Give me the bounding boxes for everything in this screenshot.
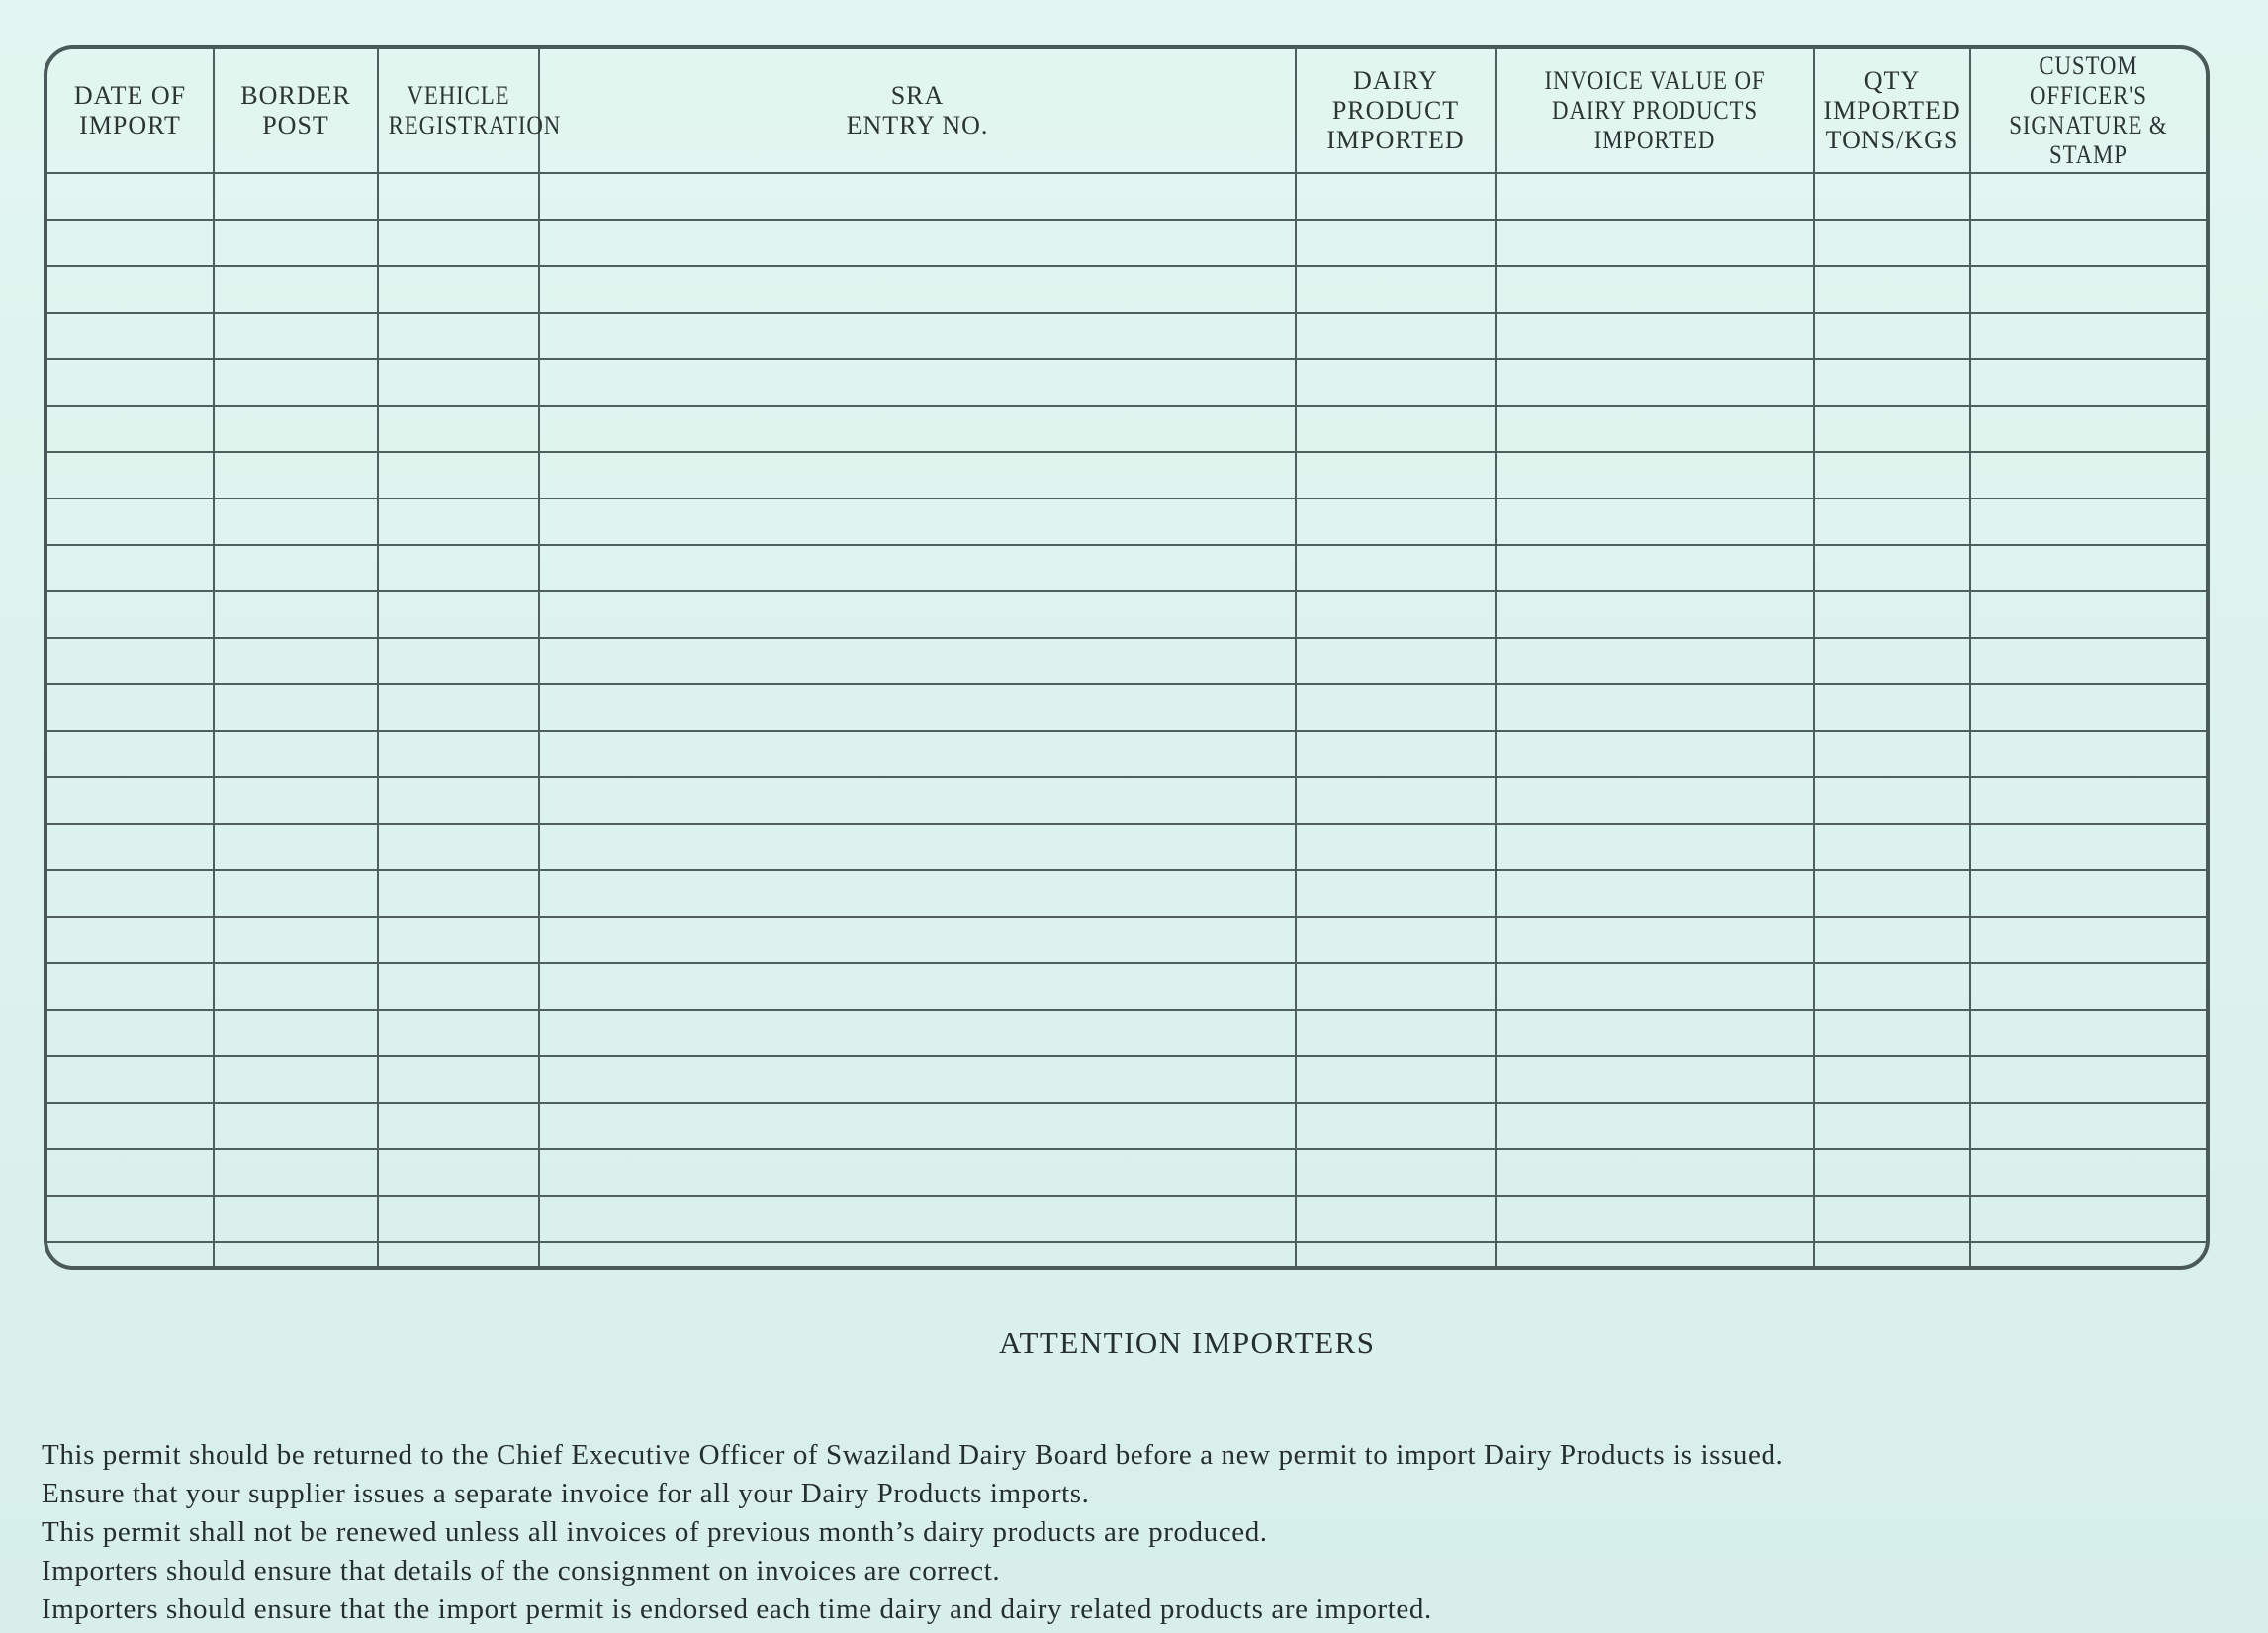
table-cell[interactable]: [539, 1056, 1296, 1103]
table-cell[interactable]: [539, 917, 1296, 963]
table-cell[interactable]: [1814, 266, 1970, 313]
table-cell[interactable]: [378, 638, 539, 684]
table-cell[interactable]: [214, 1056, 378, 1103]
import-record-table: [47, 49, 2206, 1266]
table-cell[interactable]: [1814, 452, 1970, 499]
notice-line: This permit shall not be renewed unless all invoices of previous month’s dairy products are produced.: [42, 1516, 1268, 1548]
table-cell[interactable]: [539, 499, 1296, 545]
table-cell[interactable]: [47, 220, 214, 266]
table-cell[interactable]: [214, 917, 378, 963]
table-cell[interactable]: [378, 1010, 539, 1056]
table-cell[interactable]: [539, 684, 1296, 731]
table-cell[interactable]: [539, 591, 1296, 638]
table-cell[interactable]: [1296, 824, 1496, 870]
table-cell[interactable]: [47, 638, 214, 684]
table-row: [47, 1196, 2206, 1242]
table-cell[interactable]: [214, 824, 378, 870]
table-cell[interactable]: [1970, 1149, 2206, 1196]
table-row: [47, 545, 2206, 591]
table-cell[interactable]: [539, 963, 1296, 1010]
table-cell[interactable]: [539, 1196, 1296, 1242]
table-cell[interactable]: [1970, 684, 2206, 731]
table-cell[interactable]: [539, 266, 1296, 313]
table-cell[interactable]: [1814, 1010, 1970, 1056]
table-cell[interactable]: [214, 452, 378, 499]
table-cell[interactable]: [1970, 266, 2206, 313]
table-row: [47, 452, 2206, 499]
table-row: [47, 406, 2206, 452]
table-row: [47, 1242, 2206, 1266]
table-cell[interactable]: [1496, 777, 1814, 824]
table-cell[interactable]: [47, 545, 214, 591]
table-cell[interactable]: [1814, 220, 1970, 266]
table-row: [47, 684, 2206, 731]
table-row: [47, 359, 2206, 406]
notice-line: Importers should ensure that details of the consignment on invoices are correct.: [42, 1555, 1001, 1587]
table-cell[interactable]: [47, 1056, 214, 1103]
table-cell[interactable]: [378, 591, 539, 638]
table-cell[interactable]: [47, 359, 214, 406]
table-cell[interactable]: [214, 1149, 378, 1196]
table-cell[interactable]: [1814, 359, 1970, 406]
table-cell[interactable]: [1970, 220, 2206, 266]
table-row: [47, 499, 2206, 545]
table-cell[interactable]: [1496, 452, 1814, 499]
table-row: [47, 1056, 2206, 1103]
table-cell[interactable]: [214, 266, 378, 313]
table-cell[interactable]: [1814, 591, 1970, 638]
table-cell[interactable]: [1296, 545, 1496, 591]
table-cell[interactable]: [378, 684, 539, 731]
table-cell[interactable]: [378, 1103, 539, 1149]
table-cell[interactable]: [47, 963, 214, 1010]
table-cell[interactable]: [1296, 359, 1496, 406]
table-cell[interactable]: [47, 266, 214, 313]
column-header-qty-imported: QTY IMPORTED TONS/KGS: [1814, 49, 1970, 173]
notice-title: ATTENTION IMPORTERS: [999, 1325, 1376, 1360]
table-cell[interactable]: [47, 731, 214, 777]
table-body: [47, 173, 2206, 1266]
table-cell[interactable]: [214, 1242, 378, 1266]
table-cell[interactable]: [378, 499, 539, 545]
table-cell[interactable]: [539, 777, 1296, 824]
table-cell[interactable]: [1970, 173, 2206, 220]
table-cell[interactable]: [1814, 313, 1970, 359]
table-cell[interactable]: [1970, 731, 2206, 777]
table-row: [47, 870, 2206, 917]
table-cell[interactable]: [1296, 1196, 1496, 1242]
table-cell[interactable]: [378, 777, 539, 824]
table-cell[interactable]: [1814, 963, 1970, 1010]
column-header-dairy-product-imported: DAIRY PRODUCT IMPORTED: [1296, 49, 1496, 173]
table-cell[interactable]: [378, 266, 539, 313]
table-cell[interactable]: [1496, 1149, 1814, 1196]
table-cell[interactable]: [1814, 1056, 1970, 1103]
column-header-custom-officer-signature: CUSTOM OFFICER'S SIGNATURE & STAMP: [1984, 49, 2191, 173]
table-cell[interactable]: [378, 1242, 539, 1266]
table-cell[interactable]: [1814, 638, 1970, 684]
table-cell[interactable]: [1970, 963, 2206, 1010]
table-cell[interactable]: [1970, 638, 2206, 684]
table-cell[interactable]: [47, 684, 214, 731]
table-cell[interactable]: [47, 917, 214, 963]
column-header-border-post: BORDER POST: [214, 49, 378, 173]
table-cell[interactable]: [47, 1196, 214, 1242]
table-cell[interactable]: [1970, 1103, 2206, 1149]
table-cell[interactable]: [47, 173, 214, 220]
table-cell[interactable]: [1970, 1242, 2206, 1266]
table-cell[interactable]: [214, 684, 378, 731]
table-cell[interactable]: [1970, 499, 2206, 545]
table-cell[interactable]: [1970, 1056, 2206, 1103]
table-cell[interactable]: [1970, 777, 2206, 824]
table-cell[interactable]: [47, 499, 214, 545]
table-cell[interactable]: [214, 406, 378, 452]
table-cell[interactable]: [1970, 870, 2206, 917]
table-cell[interactable]: [1496, 406, 1814, 452]
table-cell[interactable]: [1296, 1103, 1496, 1149]
table-cell[interactable]: [378, 824, 539, 870]
table-cell[interactable]: [214, 731, 378, 777]
table-cell[interactable]: [47, 1103, 214, 1149]
table-cell[interactable]: [1970, 359, 2206, 406]
table-cell[interactable]: [378, 545, 539, 591]
table-cell[interactable]: [539, 824, 1296, 870]
table-cell[interactable]: [1296, 684, 1496, 731]
table-cell[interactable]: [47, 591, 214, 638]
table-cell[interactable]: [1496, 266, 1814, 313]
table-cell[interactable]: [539, 220, 1296, 266]
table-cell[interactable]: [1970, 1196, 2206, 1242]
table-cell[interactable]: [1496, 824, 1814, 870]
table-cell[interactable]: [47, 870, 214, 917]
table-cell[interactable]: [1496, 591, 1814, 638]
table-row: [47, 777, 2206, 824]
table-cell[interactable]: [378, 406, 539, 452]
table-cell[interactable]: [1496, 731, 1814, 777]
table-row: [47, 824, 2206, 870]
column-header-invoice-value: INVOICE VALUE OF DAIRY PRODUCTS IMPORTED: [1514, 49, 1794, 173]
table-cell[interactable]: [1296, 173, 1496, 220]
table-cell[interactable]: [378, 1196, 539, 1242]
table-cell[interactable]: [1970, 406, 2206, 452]
table-cell[interactable]: [378, 220, 539, 266]
table-cell[interactable]: [539, 1010, 1296, 1056]
table-header-row: [47, 49, 2206, 173]
table-cell[interactable]: [1296, 1149, 1496, 1196]
table-cell[interactable]: [378, 1056, 539, 1103]
table-cell[interactable]: [214, 359, 378, 406]
table-cell[interactable]: [539, 1103, 1296, 1149]
table-row: [47, 266, 2206, 313]
table-cell[interactable]: [539, 452, 1296, 499]
table-cell[interactable]: [214, 591, 378, 638]
table-cell[interactable]: [47, 1149, 214, 1196]
table-cell[interactable]: [378, 963, 539, 1010]
table-cell[interactable]: [47, 1242, 214, 1266]
table-cell[interactable]: [1496, 545, 1814, 591]
table-row: [47, 1103, 2206, 1149]
table-cell[interactable]: [378, 359, 539, 406]
table-cell[interactable]: [47, 824, 214, 870]
table-cell[interactable]: [378, 452, 539, 499]
table-cell[interactable]: [214, 1103, 378, 1149]
table-cell[interactable]: [1496, 220, 1814, 266]
table-cell[interactable]: [1970, 1010, 2206, 1056]
table-cell[interactable]: [214, 545, 378, 591]
table-cell[interactable]: [1814, 406, 1970, 452]
table-cell[interactable]: [1814, 824, 1970, 870]
table-cell[interactable]: [214, 870, 378, 917]
table-cell[interactable]: [1296, 220, 1496, 266]
table-cell[interactable]: [1296, 963, 1496, 1010]
table-row: [47, 313, 2206, 359]
column-header-vehicle-registration: VEHICLE REGISTRATION: [388, 49, 529, 173]
table-cell[interactable]: [1814, 173, 1970, 220]
table-cell[interactable]: [539, 731, 1296, 777]
table-cell[interactable]: [1296, 777, 1496, 824]
table-cell[interactable]: [1970, 545, 2206, 591]
table-cell[interactable]: [1296, 452, 1496, 499]
table-cell[interactable]: [47, 452, 214, 499]
table-cell[interactable]: [1970, 824, 2206, 870]
table-cell[interactable]: [1296, 731, 1496, 777]
table-cell[interactable]: [1814, 731, 1970, 777]
table-cell[interactable]: [1496, 1242, 1814, 1266]
table-cell[interactable]: [1970, 452, 2206, 499]
table-cell[interactable]: [539, 406, 1296, 452]
table-row: [47, 173, 2206, 220]
column-header-sra-entry-no: SRA ENTRY NO.: [539, 49, 1296, 173]
table-cell[interactable]: [1496, 963, 1814, 1010]
table-cell[interactable]: [1814, 1196, 1970, 1242]
table-cell[interactable]: [1496, 1103, 1814, 1149]
column-header-date-of-import: DATE OF IMPORT: [47, 49, 214, 173]
table-cell[interactable]: [214, 777, 378, 824]
notice-line: Importers should ensure that the import permit is endorsed each time dairy and dairy related products are imported.: [42, 1593, 1432, 1625]
table-cell[interactable]: [214, 1196, 378, 1242]
table-cell[interactable]: [214, 499, 378, 545]
table-cell[interactable]: [1296, 917, 1496, 963]
table-cell[interactable]: [378, 173, 539, 220]
table-cell[interactable]: [1814, 1242, 1970, 1266]
import-record-table-frame: [44, 45, 2210, 1270]
table-row: [47, 220, 2206, 266]
table-cell[interactable]: [47, 1010, 214, 1056]
table-cell[interactable]: [539, 1149, 1296, 1196]
table-cell[interactable]: [1296, 266, 1496, 313]
table-cell[interactable]: [378, 731, 539, 777]
table-row: [47, 731, 2206, 777]
table-cell[interactable]: [1496, 499, 1814, 545]
table-cell[interactable]: [378, 1149, 539, 1196]
table-cell[interactable]: [1296, 313, 1496, 359]
table-cell[interactable]: [1814, 545, 1970, 591]
table-cell[interactable]: [1970, 313, 2206, 359]
table-cell[interactable]: [214, 173, 378, 220]
table-cell[interactable]: [1970, 591, 2206, 638]
table-cell[interactable]: [214, 313, 378, 359]
table-cell[interactable]: [1496, 917, 1814, 963]
table-row: [47, 638, 2206, 684]
table-cell[interactable]: [1814, 777, 1970, 824]
table-cell[interactable]: [1814, 1149, 1970, 1196]
table-cell[interactable]: [214, 220, 378, 266]
table-cell[interactable]: [539, 313, 1296, 359]
table-cell[interactable]: [1814, 917, 1970, 963]
table-cell[interactable]: [1496, 684, 1814, 731]
table-cell[interactable]: [1296, 1010, 1496, 1056]
table-row: [47, 1010, 2206, 1056]
table-cell[interactable]: [1496, 1196, 1814, 1242]
table-cell[interactable]: [1496, 359, 1814, 406]
table-cell[interactable]: [1296, 406, 1496, 452]
table-cell[interactable]: [539, 638, 1296, 684]
table-cell[interactable]: [47, 406, 214, 452]
table-cell[interactable]: [539, 359, 1296, 406]
table-cell[interactable]: [47, 777, 214, 824]
table-cell[interactable]: [1814, 684, 1970, 731]
table-cell[interactable]: [1296, 1056, 1496, 1103]
table-cell[interactable]: [214, 963, 378, 1010]
table-cell[interactable]: [1814, 870, 1970, 917]
table-cell[interactable]: [1296, 638, 1496, 684]
table-cell[interactable]: [1496, 1010, 1814, 1056]
table-cell[interactable]: [214, 1010, 378, 1056]
table-row: [47, 917, 2206, 963]
table-cell[interactable]: [1496, 638, 1814, 684]
notice-line: Ensure that your supplier issues a separate invoice for all your Dairy Products imports.: [42, 1478, 1090, 1509]
notice-line: This permit should be returned to the Chief Executive Officer of Swaziland Dairy Board before a new permit to import Dairy Products is issued.: [42, 1439, 1784, 1471]
notice-lines: [42, 1436, 2069, 1629]
table-cell[interactable]: [1296, 499, 1496, 545]
table-cell[interactable]: [539, 173, 1296, 220]
table-cell[interactable]: [1970, 917, 2206, 963]
table-cell[interactable]: [1296, 591, 1496, 638]
table-cell[interactable]: [1814, 1103, 1970, 1149]
table-cell[interactable]: [47, 313, 214, 359]
table-cell[interactable]: [539, 545, 1296, 591]
table-cell[interactable]: [1496, 870, 1814, 917]
table-row: [47, 963, 2206, 1010]
table-cell[interactable]: [1814, 499, 1970, 545]
table-cell[interactable]: [378, 870, 539, 917]
table-row: [47, 591, 2206, 638]
table-cell[interactable]: [1496, 173, 1814, 220]
table-cell[interactable]: [378, 313, 539, 359]
table-cell[interactable]: [1296, 870, 1496, 917]
table-cell[interactable]: [539, 870, 1296, 917]
table-cell[interactable]: [378, 917, 539, 963]
table-cell[interactable]: [214, 638, 378, 684]
table-cell[interactable]: [1296, 1242, 1496, 1266]
table-row: [47, 1149, 2206, 1196]
table-cell[interactable]: [539, 1242, 1296, 1266]
table-cell[interactable]: [1496, 313, 1814, 359]
table-cell[interactable]: [1496, 1056, 1814, 1103]
